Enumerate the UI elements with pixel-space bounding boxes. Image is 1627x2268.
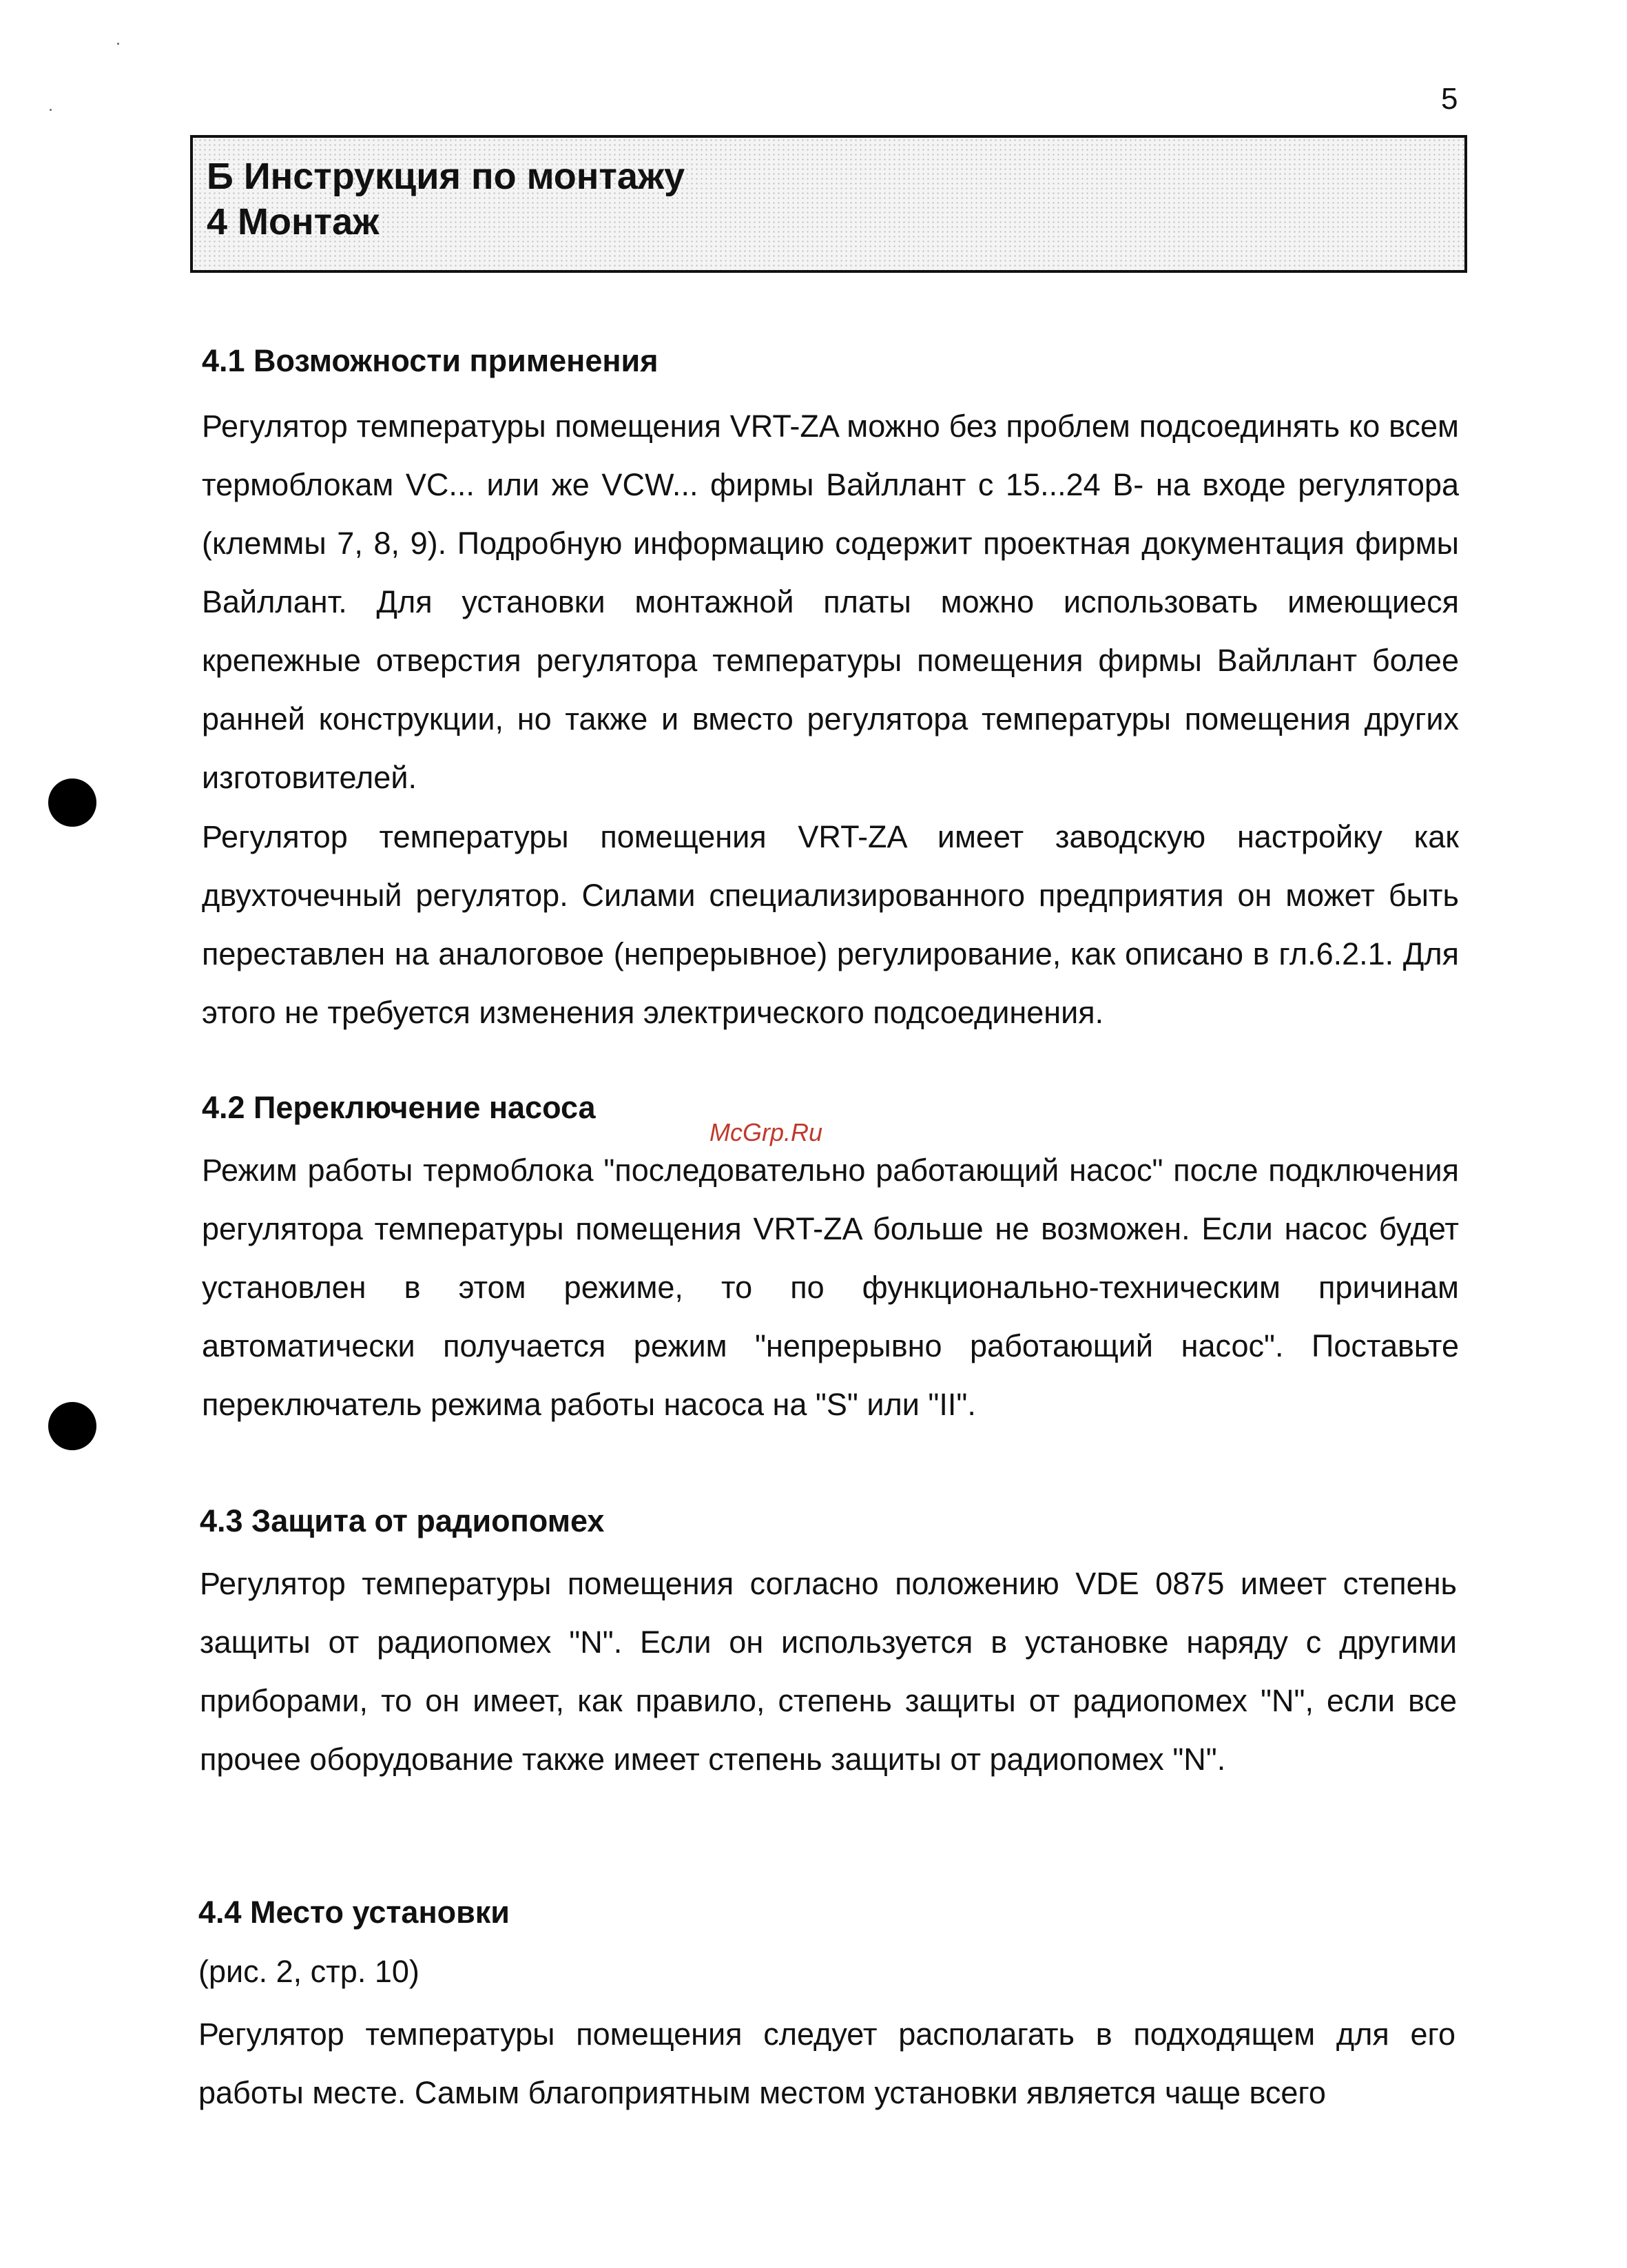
section-heading-4-3: 4.3 Защита от радиопомех — [200, 1503, 605, 1538]
section-4-4-paragraph: Регулятор температуры помещения следует располагать в подходящем для его работы месте. Самым благоприятным местом установки является чаще всего — [198, 2017, 1455, 2110]
margin-bullet-dot — [48, 1402, 96, 1450]
page-number: 5 — [1441, 82, 1458, 116]
section-4-3-paragraph: Регулятор температуры помещения согласно положению VDE 0875 имеет степень защиты от радиопомех "N". Если он используется в установке наряду с другими приборами, то он имеет, как правило, степень защиты от радиопомех "N", если все прочее оборудование также имеет степень защиты от радиопомех "N". — [200, 1566, 1457, 1777]
chapter-title: 4 Монтаж — [207, 201, 380, 243]
section-heading-4-4: 4.4 Место установки — [198, 1895, 510, 1930]
watermark-text: McGrp.Ru — [709, 1118, 823, 1146]
figure-reference: (рис. 2, стр. 10) — [198, 1954, 419, 1989]
scan-speck — [50, 109, 52, 111]
margin-bullet-dot — [48, 779, 96, 827]
section-heading-4-2: 4.2 Переключение насоса — [202, 1090, 596, 1125]
part-title: Б Инструкция по монтажу — [207, 156, 685, 197]
chapter-header-box — [190, 135, 1467, 273]
section-4-1-paragraph-1: Регулятор температуры помещения VRT-ZA можно без проблем подсоединять ко всем термоблокам VC... или же VCW... фирмы Вайллант с 15...24 В- на входе регулятора (клеммы 7, 8, 9). Подробную информацию содержит проектная документация фирмы Вайллант. Для установки монтажной платы можно использовать имеющиеся крепежные отверстия регулятора температуры помещения фирмы Вайллант более ранней конструкции, но также и вместо регулятора температуры помещения других изготовителей. — [202, 409, 1459, 795]
section-4-2-paragraph: Режим работы термоблока "последовательно работающий насос" после подключения регулятора температуры помещения VRT-ZA больше не возможен. Если насос будет установлен в этом режиме, то по функционально-техническим причинам автоматически получается режим "непрерывно работающий насос". Поставьте переключатель режима работы насоса на "S" или "II". — [202, 1153, 1459, 1422]
section-heading-4-1: 4.1 Возможности применения — [202, 343, 659, 378]
scan-speck — [117, 43, 119, 45]
section-4-1-paragraph-2: Регулятор температуры помещения VRT-ZA имеет заводскую настройку как двухточечный регулятор. Силами специализированного предприятия он может быть переставлен на аналоговое (непрерывное) регулирование, как описано в гл.6.2.1. Для этого не требуется изменения электрического подсоединения. — [202, 819, 1459, 1030]
